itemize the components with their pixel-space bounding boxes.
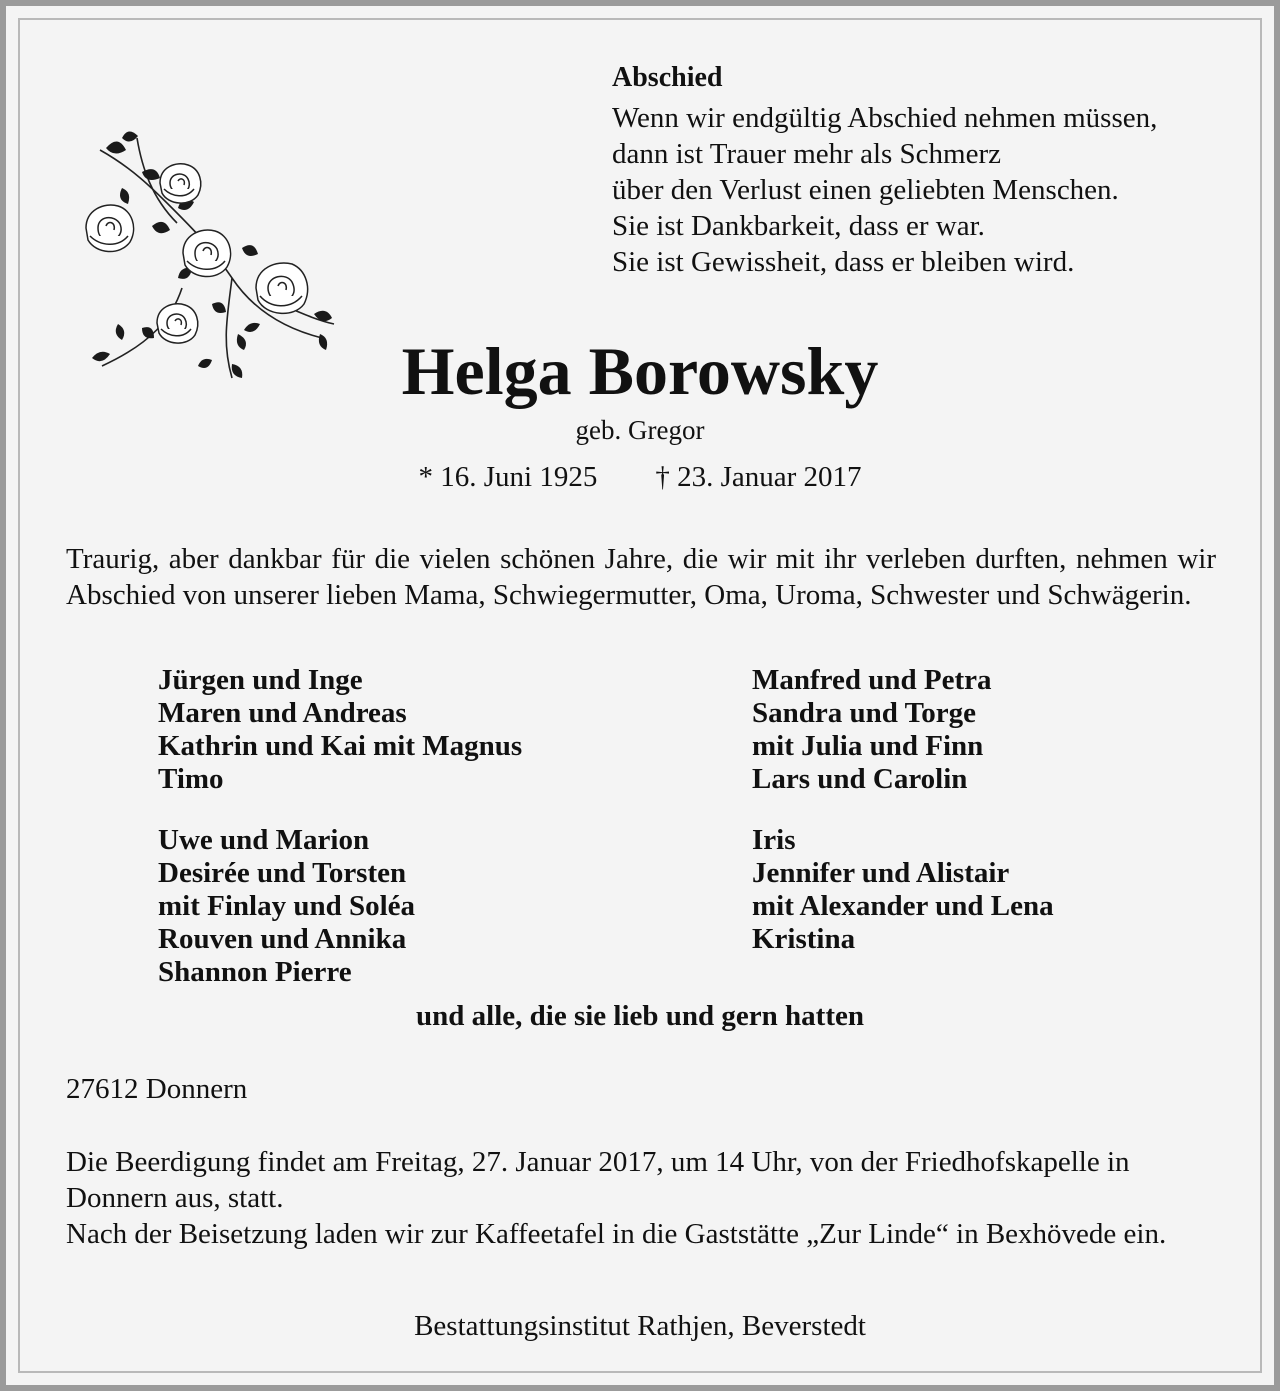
mourner-line: Kristina	[752, 923, 856, 955]
mourner-line: Jennifer und Alistair	[752, 857, 1010, 889]
poem-line: Sie ist Gewissheit, dass er bleiben wird.	[612, 246, 1075, 278]
mourner-line: Rouven und Annika	[158, 923, 407, 955]
birth-date: * 16. Juni 1925	[418, 461, 598, 493]
mourner-line: Shannon Pierre	[158, 956, 352, 988]
mourner-line: mit Julia und Finn	[752, 730, 984, 762]
mourner-line: Jürgen und Inge	[158, 664, 363, 696]
funeral-line: Donnern aus, statt.	[66, 1182, 284, 1214]
funeral-details	[66, 1144, 1216, 1252]
mourner-line: Kathrin und Kai mit Magnus	[158, 730, 523, 762]
mourner-line: Iris	[752, 824, 796, 856]
death-date: † 23. Januar 2017	[655, 461, 862, 493]
mourner-line: mit Finlay und Soléa	[158, 890, 416, 922]
deceased-name: Helga Borowsky	[401, 333, 879, 409]
maiden-name: geb. Gregor	[575, 415, 705, 445]
intro-text: Traurig, aber dankbar für die vielen schönen Jahre, die wir mit ihr verleben durften, nehmen wir Abschied von unserer lieben Mama, Schwiegermutter, Oma, Uroma, Schwester und Schwägerin.	[66, 543, 1216, 611]
life-dates	[0, 458, 1280, 496]
closing-line: und alle, die sie lieb und gern hatten	[416, 1000, 864, 1032]
undertaker: Bestattungsinstitut Rathjen, Beverstedt	[414, 1310, 866, 1342]
mourners-group-2-left	[158, 824, 415, 989]
funeral-line: Nach der Beisetzung laden wir zur Kaffeetafel in die Gaststätte „Zur Linde“ in Bexhövede ein.	[66, 1218, 1167, 1250]
mourner-line: Desirée und Torsten	[158, 857, 407, 889]
mourner-line: Uwe und Marion	[158, 824, 370, 856]
mourner-line: mit Alexander und Lena	[752, 890, 1054, 922]
place: 27612 Donnern	[66, 1073, 248, 1105]
poem-line: Sie ist Dankbarkeit, dass er war.	[612, 210, 985, 242]
poem-line: dann ist Trauer mehr als Schmerz	[612, 138, 1002, 170]
poem	[612, 60, 1232, 280]
mourner-line: Sandra und Torge	[752, 697, 977, 729]
poem-line: über den Verlust einen geliebten Menschen.	[612, 174, 1119, 206]
poem-line: Wenn wir endgültig Abschied nehmen müssen,	[612, 102, 1158, 134]
mourners-group-2-right	[752, 824, 1054, 956]
funeral-line: Die Beerdigung findet am Freitag, 27. Januar 2017, um 14 Uhr, von der Friedhofskapelle in	[66, 1146, 1130, 1178]
mourner-line: Lars und Carolin	[752, 763, 968, 795]
poem-title: Abschied	[612, 62, 723, 93]
mourner-line: Timo	[158, 763, 224, 795]
mourner-line: Maren und Andreas	[158, 697, 407, 729]
mourners-group-1-left	[158, 664, 522, 796]
mourners-group-1-right	[752, 664, 992, 796]
mourner-line: Manfred und Petra	[752, 664, 992, 696]
